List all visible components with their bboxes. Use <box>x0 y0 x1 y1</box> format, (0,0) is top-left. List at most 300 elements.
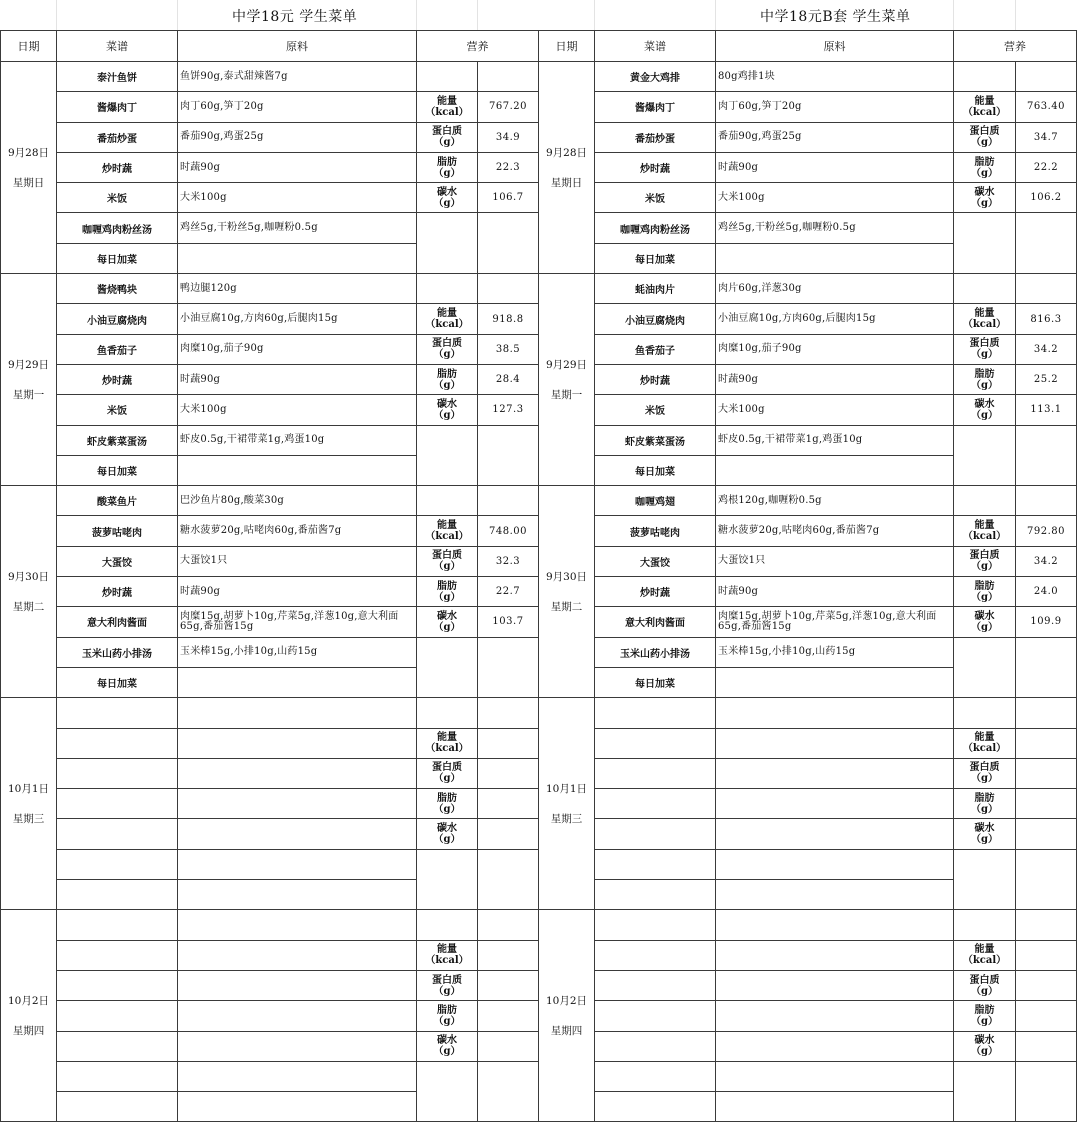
date-cell <box>539 486 595 698</box>
right-menu-table <box>538 30 1077 1122</box>
right-menu-title: 中学18元B套 学生菜单 <box>760 9 911 25</box>
ingredients-cell <box>716 758 954 788</box>
carb-label: 碳水 （g） <box>954 1031 1016 1061</box>
dish-name <box>57 758 178 788</box>
ingredients-cell <box>178 667 417 697</box>
table-row <box>539 1001 1077 1031</box>
nutrition-spacer <box>478 1061 539 1122</box>
nutrition-spacer <box>417 425 478 486</box>
table-row <box>539 486 1077 516</box>
dish-name: 咖喱鸡翅 <box>595 486 716 516</box>
nutrition-spacer <box>954 213 1016 274</box>
dish-name <box>57 880 178 910</box>
table-row <box>1 486 539 516</box>
protein-label: 蛋白质 （g） <box>417 334 478 364</box>
carb-label: 碳水 （g） <box>954 819 1016 849</box>
grid-line <box>56 0 57 30</box>
date-label: 10月2日 <box>7 994 50 1007</box>
energy-label: 能量 （kcal） <box>417 516 478 546</box>
energy-label: 能量 （kcal） <box>954 92 1016 122</box>
nutrition-spacer <box>1016 213 1077 274</box>
date-label: 10月2日 <box>545 994 588 1007</box>
carb-value: 113.1 <box>1016 395 1077 425</box>
carb-label: 碳水 （g） <box>417 1031 478 1061</box>
dish-name <box>595 728 716 758</box>
fat-value: 22.2 <box>1016 152 1077 182</box>
dish-name <box>57 1031 178 1061</box>
energy-label: 能量 （kcal） <box>417 728 478 758</box>
protein-value <box>478 758 539 788</box>
date-cell <box>539 274 595 486</box>
energy-label: 能量 （kcal） <box>954 516 1016 546</box>
protein-value: 34.9 <box>478 122 539 152</box>
nutrition-spacer <box>1016 274 1077 304</box>
nutrition-spacer <box>478 62 539 92</box>
nutrition-spacer <box>954 910 1016 940</box>
table-row <box>539 970 1077 1000</box>
grid-line <box>715 0 716 30</box>
dish-name: 米饭 <box>57 395 178 425</box>
ingredients-cell <box>178 819 417 849</box>
weekday-label: 星期四 <box>12 1024 45 1037</box>
ingredients-cell: 大米100g <box>178 183 417 213</box>
nutrition-spacer <box>954 425 1016 486</box>
protein-value <box>478 970 539 1000</box>
nutrition-spacer <box>417 213 478 274</box>
date-label: 10月1日 <box>7 782 50 795</box>
dish-name: 虾皮紫菜蛋汤 <box>595 425 716 455</box>
table-row <box>539 546 1077 576</box>
weekday-label: 星期四 <box>550 1024 583 1037</box>
table-row <box>1 92 539 122</box>
dish-name: 米饭 <box>57 183 178 213</box>
dish-name: 炒时蔬 <box>595 152 716 182</box>
ingredients-cell: 玉米棒15g,小排10g,山药15g <box>178 637 417 667</box>
dish-name: 番茄炒蛋 <box>595 122 716 152</box>
table-row <box>539 183 1077 213</box>
dish-name <box>595 1092 716 1122</box>
ingredients-cell: 鸡丝5g,干粉丝5g,咖喱粉0.5g <box>178 213 417 243</box>
dish-name: 酸菜鱼片 <box>57 486 178 516</box>
dish-name <box>595 819 716 849</box>
dish-name <box>595 1061 716 1091</box>
ingredients-cell <box>716 243 954 273</box>
carb-label: 碳水 （g） <box>417 183 478 213</box>
table-row <box>539 940 1077 970</box>
dish-name: 意大利肉酱面 <box>57 607 178 637</box>
fat-value <box>478 1001 539 1031</box>
fat-label: 脂肪 （g） <box>417 1001 478 1031</box>
table-row <box>539 637 1077 667</box>
dish-name: 炒时蔬 <box>57 364 178 394</box>
ingredients-cell <box>716 940 954 970</box>
fat-label: 脂肪 （g） <box>954 364 1016 394</box>
weekday-label: 星期一 <box>12 388 45 401</box>
date-cell <box>539 698 595 910</box>
dish-name: 大蛋饺 <box>57 546 178 576</box>
ingredients-cell <box>716 698 954 728</box>
dish-name: 每日加菜 <box>57 667 178 697</box>
energy-label: 能量 （kcal） <box>954 940 1016 970</box>
table-row <box>1 849 539 879</box>
grid-line <box>1015 0 1016 30</box>
grid-line <box>177 0 178 30</box>
nutrition-spacer <box>417 698 478 728</box>
energy-label: 能量 （kcal） <box>954 304 1016 334</box>
dish-name: 炒时蔬 <box>57 577 178 607</box>
date-label: 9月29日 <box>545 358 588 371</box>
carb-label: 碳水 （g） <box>417 607 478 637</box>
left-menu-table <box>0 30 539 1122</box>
table-row <box>1 789 539 819</box>
dish-name: 玉米山药小排汤 <box>57 637 178 667</box>
ingredients-cell: 鸡丝5g,干粉丝5g,咖喱粉0.5g <box>716 213 954 243</box>
ingredients-header: 原料 <box>178 31 417 62</box>
protein-value: 34.7 <box>1016 122 1077 152</box>
energy-label: 能量 （kcal） <box>417 304 478 334</box>
table-row <box>539 213 1077 243</box>
grid-line <box>594 0 595 30</box>
ingredients-cell <box>178 1092 417 1122</box>
dish-name: 意大利肉酱面 <box>595 607 716 637</box>
fat-label: 脂肪 （g） <box>954 1001 1016 1031</box>
weekday-label: 星期三 <box>550 812 583 825</box>
nutrition-spacer <box>1016 425 1077 486</box>
nutrition-spacer <box>954 486 1016 516</box>
ingredients-header: 原料 <box>716 31 954 62</box>
grid-line <box>416 0 417 30</box>
ingredients-cell <box>716 819 954 849</box>
table-row <box>539 607 1077 637</box>
fat-value: 22.7 <box>478 577 539 607</box>
ingredients-cell <box>178 698 417 728</box>
ingredients-cell: 肉糜15g,胡萝卜10g,芹菜5g,洋葱10g,意大利面65g,番茄酱15g <box>716 607 954 637</box>
ingredients-cell: 玉米棒15g,小排10g,山药15g <box>716 637 954 667</box>
weekday-label: 星期一 <box>550 388 583 401</box>
nutrition-spacer <box>954 274 1016 304</box>
ingredients-cell <box>716 455 954 485</box>
ingredients-cell: 小油豆腐10g,方肉60g,后腿肉15g <box>178 304 417 334</box>
date-cell <box>1 274 57 486</box>
dish-name: 番茄炒蛋 <box>57 122 178 152</box>
nutrition-spacer <box>417 849 478 910</box>
nutrition-spacer <box>478 637 539 698</box>
dish-name <box>595 698 716 728</box>
table-row <box>539 758 1077 788</box>
dish-name: 炒时蔬 <box>595 577 716 607</box>
table-row <box>539 577 1077 607</box>
table-row <box>1 698 539 728</box>
table-row <box>539 364 1077 394</box>
dish-name <box>57 910 178 940</box>
weekday-label: 星期二 <box>550 600 583 613</box>
ingredients-cell <box>716 667 954 697</box>
table-row <box>539 728 1077 758</box>
carb-label: 碳水 （g） <box>954 183 1016 213</box>
nutrition-spacer <box>1016 910 1077 940</box>
table-row <box>1 213 539 243</box>
table-row <box>1 516 539 546</box>
nutrition-spacer <box>478 486 539 516</box>
date-header: 日期 <box>1 31 57 62</box>
nutrition-spacer <box>478 910 539 940</box>
nutrition-header: 营养 <box>954 31 1077 62</box>
table-row <box>1 183 539 213</box>
ingredients-cell <box>716 789 954 819</box>
table-row <box>539 425 1077 455</box>
header-row <box>539 31 1077 62</box>
table-row <box>1 425 539 455</box>
date-cell <box>539 62 595 274</box>
dish-name <box>595 880 716 910</box>
ingredients-cell: 番茄90g,鸡蛋25g <box>178 122 417 152</box>
dish-name: 每日加菜 <box>57 455 178 485</box>
dish-name: 蚝油肉片 <box>595 274 716 304</box>
table-row <box>1 364 539 394</box>
dish-name: 小油豆腐烧肉 <box>595 304 716 334</box>
ingredients-cell <box>178 849 417 879</box>
dish-name <box>57 789 178 819</box>
nutrition-header: 营养 <box>417 31 539 62</box>
table-row <box>539 334 1077 364</box>
nutrition-spacer <box>1016 637 1077 698</box>
protein-label: 蛋白质 （g） <box>417 970 478 1000</box>
dish-name: 每日加菜 <box>595 243 716 273</box>
date-label: 9月30日 <box>545 570 588 583</box>
protein-label: 蛋白质 （g） <box>954 122 1016 152</box>
carb-value: 127.3 <box>478 395 539 425</box>
fat-label: 脂肪 （g） <box>954 789 1016 819</box>
ingredients-cell <box>178 880 417 910</box>
ingredients-cell: 大米100g <box>178 395 417 425</box>
protein-label: 蛋白质 （g） <box>954 546 1016 576</box>
date-cell <box>539 910 595 1122</box>
fat-label: 脂肪 （g） <box>954 152 1016 182</box>
energy-value: 792.80 <box>1016 516 1077 546</box>
nutrition-spacer <box>417 637 478 698</box>
ingredients-cell <box>178 1001 417 1031</box>
table-row <box>539 62 1077 92</box>
protein-label: 蛋白质 （g） <box>417 546 478 576</box>
weekday-label: 星期日 <box>550 176 583 189</box>
energy-value <box>1016 940 1077 970</box>
dish-name: 米饭 <box>595 183 716 213</box>
dish-name <box>595 758 716 788</box>
table-row <box>1 1061 539 1091</box>
dish-name: 咖喱鸡肉粉丝汤 <box>595 213 716 243</box>
nutrition-spacer <box>417 274 478 304</box>
date-label: 9月28日 <box>7 146 50 159</box>
nutrition-spacer <box>1016 1061 1077 1122</box>
dish-name <box>595 910 716 940</box>
energy-value: 763.40 <box>1016 92 1077 122</box>
dish-name: 酱爆肉丁 <box>595 92 716 122</box>
dish-name: 每日加菜 <box>595 667 716 697</box>
protein-value <box>1016 758 1077 788</box>
energy-value <box>478 728 539 758</box>
table-row <box>1 910 539 940</box>
nutrition-spacer <box>954 698 1016 728</box>
ingredients-cell: 大蛋饺1只 <box>178 546 417 576</box>
date-label: 9月30日 <box>7 570 50 583</box>
date-cell <box>1 698 57 910</box>
dish-name: 虾皮紫菜蛋汤 <box>57 425 178 455</box>
ingredients-cell <box>716 970 954 1000</box>
date-header: 日期 <box>539 31 595 62</box>
title-row <box>0 0 1077 30</box>
fat-value: 28.4 <box>478 364 539 394</box>
weekday-label: 星期二 <box>12 600 45 613</box>
dish-name <box>595 789 716 819</box>
table-row <box>1 819 539 849</box>
ingredients-cell: 大蛋饺1只 <box>716 546 954 576</box>
dish-name <box>57 819 178 849</box>
table-row <box>1 637 539 667</box>
menu-header: 菜谱 <box>595 31 716 62</box>
date-cell <box>1 910 57 1122</box>
ingredients-cell: 时蔬90g <box>716 577 954 607</box>
dish-name: 鱼香茄子 <box>595 334 716 364</box>
ingredients-cell: 巴沙鱼片80g,酸菜30g <box>178 486 417 516</box>
ingredients-cell <box>178 758 417 788</box>
dish-name <box>57 728 178 758</box>
table-row <box>1 152 539 182</box>
nutrition-spacer <box>1016 486 1077 516</box>
nutrition-spacer <box>417 1061 478 1122</box>
protein-value: 32.3 <box>478 546 539 576</box>
ingredients-cell <box>178 243 417 273</box>
dish-name <box>57 1092 178 1122</box>
carb-label: 碳水 （g） <box>417 395 478 425</box>
energy-label: 能量 （kcal） <box>417 92 478 122</box>
ingredients-cell <box>178 789 417 819</box>
ingredients-cell <box>716 1061 954 1091</box>
table-row <box>1 940 539 970</box>
ingredients-cell: 时蔬90g <box>178 152 417 182</box>
table-row <box>539 395 1077 425</box>
ingredients-cell: 肉糜15g,胡萝卜10g,芹菜5g,洋葱10g,意大利面65g,番茄酱15g <box>178 607 417 637</box>
fat-value <box>478 789 539 819</box>
nutrition-spacer <box>1016 698 1077 728</box>
ingredients-cell <box>178 910 417 940</box>
ingredients-cell: 肉丁60g,笋丁20g <box>178 92 417 122</box>
nutrition-spacer <box>417 486 478 516</box>
dish-name: 每日加菜 <box>595 455 716 485</box>
weekday-label: 星期三 <box>12 812 45 825</box>
ingredients-cell <box>716 728 954 758</box>
table-row <box>1 122 539 152</box>
dish-name: 菠萝咕咾肉 <box>595 516 716 546</box>
protein-value: 38.5 <box>478 334 539 364</box>
fat-value: 22.3 <box>478 152 539 182</box>
ingredients-cell: 时蔬90g <box>716 152 954 182</box>
carb-label: 碳水 （g） <box>417 819 478 849</box>
ingredients-cell: 鸡根120g,咖喱粉0.5g <box>716 486 954 516</box>
table-row <box>1 577 539 607</box>
table-row <box>1 546 539 576</box>
table-row <box>539 698 1077 728</box>
ingredients-cell <box>178 1061 417 1091</box>
ingredients-cell: 大米100g <box>716 395 954 425</box>
carb-label: 碳水 （g） <box>954 395 1016 425</box>
carb-value <box>478 1031 539 1061</box>
nutrition-spacer <box>1016 849 1077 910</box>
protein-label: 蛋白质 （g） <box>417 758 478 788</box>
dish-name: 每日加菜 <box>57 243 178 273</box>
dish-name <box>595 1001 716 1031</box>
table-row <box>539 152 1077 182</box>
table-row <box>539 849 1077 879</box>
date-label: 9月29日 <box>7 358 50 371</box>
fat-label: 脂肪 （g） <box>417 364 478 394</box>
dish-name <box>57 940 178 970</box>
ingredients-cell: 时蔬90g <box>178 364 417 394</box>
date-label: 10月1日 <box>545 782 588 795</box>
dish-name: 炒时蔬 <box>57 152 178 182</box>
protein-value <box>1016 970 1077 1000</box>
ingredients-cell <box>178 455 417 485</box>
energy-value: 918.8 <box>478 304 539 334</box>
energy-value <box>1016 728 1077 758</box>
carb-value <box>1016 1031 1077 1061</box>
protein-label: 蛋白质 （g） <box>954 970 1016 1000</box>
dish-name <box>595 849 716 879</box>
ingredients-cell: 番茄90g,鸡蛋25g <box>716 122 954 152</box>
ingredients-cell: 小油豆腐10g,方肉60g,后腿肉15g <box>716 304 954 334</box>
dish-name <box>595 970 716 1000</box>
table-row <box>539 1031 1077 1061</box>
energy-value: 748.00 <box>478 516 539 546</box>
nutrition-spacer <box>954 849 1016 910</box>
table-row <box>1 728 539 758</box>
fat-label: 脂肪 （g） <box>417 789 478 819</box>
grid-line <box>953 0 954 30</box>
date-cell <box>1 486 57 698</box>
table-row <box>539 274 1077 304</box>
ingredients-cell <box>716 880 954 910</box>
dish-name: 黄金大鸡排 <box>595 62 716 92</box>
nutrition-spacer <box>417 62 478 92</box>
date-cell <box>1 62 57 274</box>
table-row <box>1 304 539 334</box>
carb-value: 106.7 <box>478 183 539 213</box>
dish-name: 大蛋饺 <box>595 546 716 576</box>
nutrition-spacer <box>417 910 478 940</box>
dish-name: 米饭 <box>595 395 716 425</box>
nutrition-spacer <box>478 698 539 728</box>
protein-label: 蛋白质 （g） <box>954 758 1016 788</box>
energy-value: 816.3 <box>1016 304 1077 334</box>
header-row <box>1 31 539 62</box>
carb-value: 103.7 <box>478 607 539 637</box>
ingredients-cell <box>716 849 954 879</box>
weekday-label: 星期日 <box>12 176 45 189</box>
ingredients-cell: 虾皮0.5g,干裙带菜1g,鸡蛋10g <box>716 425 954 455</box>
table-row <box>1 758 539 788</box>
energy-label: 能量 （kcal） <box>417 940 478 970</box>
nutrition-spacer <box>478 849 539 910</box>
table-row <box>539 92 1077 122</box>
table-row <box>539 304 1077 334</box>
table-row <box>1 334 539 364</box>
nutrition-spacer <box>478 274 539 304</box>
left-menu-title: 中学18元 学生菜单 <box>232 9 358 25</box>
dish-name <box>595 940 716 970</box>
ingredients-cell <box>178 940 417 970</box>
table-row <box>539 789 1077 819</box>
carb-value <box>478 819 539 849</box>
carb-value: 106.2 <box>1016 183 1077 213</box>
